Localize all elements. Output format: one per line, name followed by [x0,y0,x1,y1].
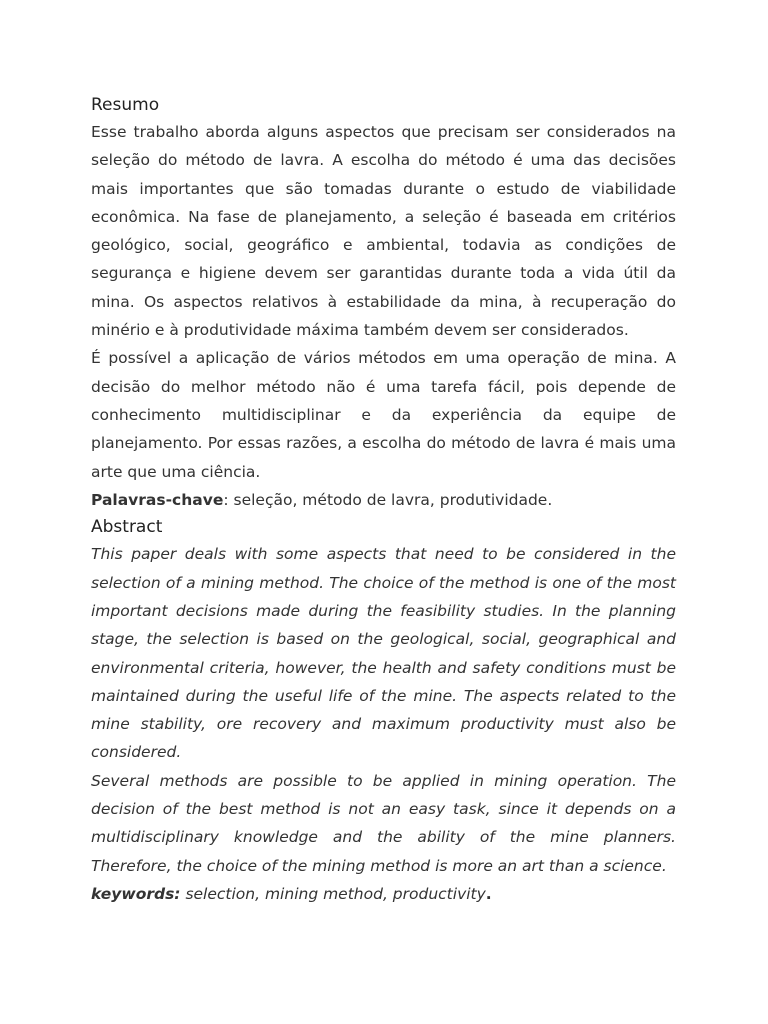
abstract-keywords-end: . [485,884,492,903]
abstract-paragraph-2: Several methods are possible to be applied in mining operation. The decision of the best method is not an easy task, since it depends on a multidisciplinary knowledge and the ability of the mine planners. Therefore, the choice of the mining method is more an art than a science. [91,771,676,875]
resumo-keywords-label: Palavras-chave [91,490,224,509]
abstract-keywords [91,880,676,909]
resumo-heading: Resumo [91,95,160,115]
abstract-keywords-text: selection, mining method, productivity [180,884,486,903]
resumo-paragraph-1: Esse trabalho aborda alguns aspectos que precisam ser considerados na seleção do método de lavra. A escolha do método é uma das decisões mais importantes que são tomadas durante o estudo de viabilidade econômica. Na fase de planejamento, a seleção é baseada em critérios geológico, social, geográfico e ambiental, todavia as condições de segurança e higiene devem ser garantidas durante toda a vida útil da mina. Os aspectos relativos à estabilidade da mina, à recuperação do minério e à produtividade máxima também devem ser considerados. [91,123,676,340]
abstract-paragraph-1: This paper deals with some aspects that need to be considered in the selection of a mining method. The choice of the method is one of the most important decisions made during the feasibility studies. In the planning stage, the selection is based on the geological, social, geographical and environmental criteria, however, the health and safety conditions must be maintained during the useful life of the mine. The aspects related to the mine stability, ore recovery and maximum productivity must also be considered. [91,545,676,762]
resumo-keywords-text: : seleção, método de lavra, produtividade. [223,490,553,509]
resumo-keywords [91,486,676,515]
abstract-heading: Abstract [91,517,163,538]
abstract-keywords-label: keywords: [91,884,181,903]
resumo-paragraph-2: É possível a aplicação de vários métodos em uma operação de mina. A decisão do melhor método não é uma tarefa fácil, pois depende de conhecimento multidisciplinar e da experiência da equipe de planejamento. Por essas razões, a escolha do método de lavra é mais uma arte que uma ciência. [91,349,676,481]
